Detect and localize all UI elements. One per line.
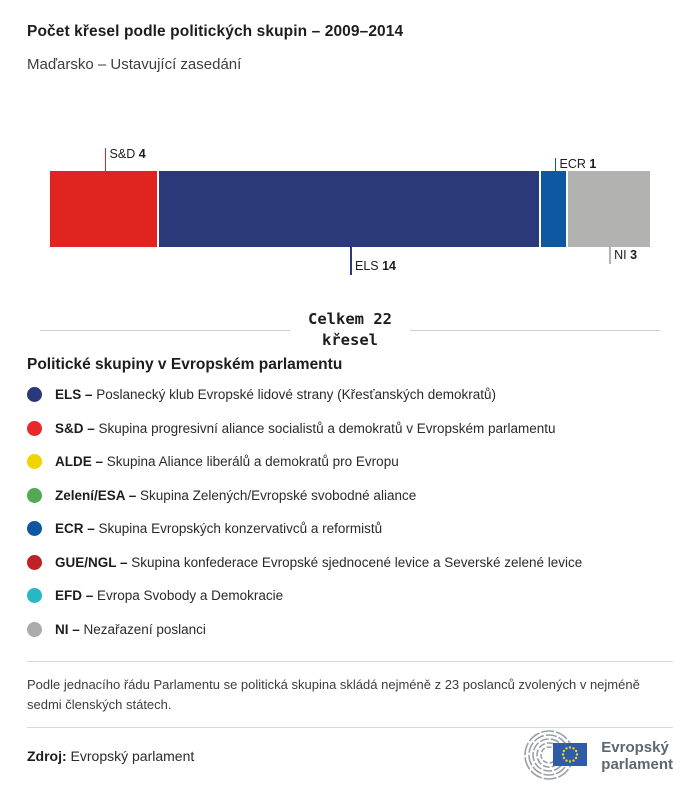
bar-segment-s-d[interactable]: [50, 171, 159, 247]
divider-top: [27, 661, 673, 662]
callout-label-ecr: ECR 1: [559, 157, 597, 171]
legend-color-dot: [27, 387, 42, 402]
legend: [27, 387, 673, 637]
legend-item-gue-ngl: [27, 555, 673, 570]
legend-item-text: EFD – Evropa Svobody a Demokracie: [55, 588, 284, 603]
legend-item-text: ECR – Skupina Evropských konzervativců a reformistů: [55, 521, 383, 536]
bar-segment-ecr[interactable]: [541, 171, 568, 247]
legend-item-text: ALDE – Skupina Aliance liberálů a demokratů pro Evropu: [55, 454, 399, 469]
callout-label-s-d: S&D 4: [109, 147, 146, 161]
legend-item-sd: [27, 421, 673, 436]
legend-item-alde: [27, 454, 673, 469]
legend-item-text: ELS – Poslanecký klub Evropské lidové strany (Křesťanských demokratů): [55, 387, 497, 402]
callout-label-ni: NI 3: [614, 248, 638, 262]
callout-line-ecr: [555, 158, 557, 171]
source-value: Evropský parlament: [70, 747, 195, 764]
footnote: Podle jednacího řádu Parlamentu se politická skupina skládá nejméně z 23 poslanců zvolených v nejméně sedmi členských státech.: [27, 676, 640, 712]
stacked-bar: [50, 171, 650, 247]
total-seats-line2: křesel: [322, 331, 378, 349]
legend-color-dot: [27, 421, 42, 436]
legend-color-dot: [27, 488, 42, 503]
legend-heading: Politické skupiny v Evropském parlamentu: [27, 356, 343, 373]
ep-logo: [515, 730, 673, 782]
bar-segment-els[interactable]: [159, 171, 541, 247]
total-seats-line1: Celkem 22: [308, 310, 392, 328]
page-title: Počet křesel podle politických skupin – 2009–2014: [27, 23, 404, 40]
ep-logo-text-line1: Evropský: [601, 738, 669, 756]
legend-item-ecr: [27, 521, 673, 536]
total-divider-right: [410, 330, 660, 331]
legend-item-text: Zelení/ESA – Skupina Zelených/Evropské svobodné aliance: [55, 487, 417, 503]
ep-logo-text: [601, 739, 673, 773]
footer-row: [27, 729, 673, 783]
legend-color-dot: [27, 521, 42, 536]
legend-item-zeleni-esa: [27, 488, 673, 503]
seats-chart: [50, 143, 650, 283]
legend-item-text: S&D – Skupina progresivní aliance socialistů a demokratů v Evropském parlamentu: [55, 420, 556, 436]
legend-color-dot: [27, 622, 42, 637]
legend-item-efd: [27, 588, 673, 603]
callout-line-els: [350, 247, 352, 275]
legend-color-dot: [27, 555, 42, 570]
bar-segment-ni[interactable]: [568, 171, 650, 247]
callout-line-s-d: [105, 148, 107, 171]
source-label: Zdroj:: [27, 747, 67, 764]
legend-item-text: GUE/NGL – Skupina konfederace Evropské sjednocené levice a Severské zelené levice: [55, 554, 583, 570]
total-seats-label: [290, 309, 410, 351]
callout-label-els: ELS 14: [355, 259, 397, 273]
total-divider-left: [40, 330, 290, 331]
divider-bottom: [27, 727, 673, 728]
legend-color-dot: [27, 588, 42, 603]
ep-logo-text-line2: parlament: [601, 755, 673, 773]
legend-item-ni: [27, 622, 673, 637]
legend-color-dot: [27, 454, 42, 469]
page-subtitle: Maďarsko – Ustavující zasedání: [27, 56, 242, 73]
total-seats-row: [40, 309, 660, 351]
legend-item-els: [27, 387, 673, 402]
source-line: [27, 748, 194, 764]
legend-item-text: NI – Nezařazení poslanci: [55, 621, 206, 637]
ep-hemicycle-flag-icon: [515, 730, 593, 782]
callout-line-ni: [609, 247, 611, 264]
